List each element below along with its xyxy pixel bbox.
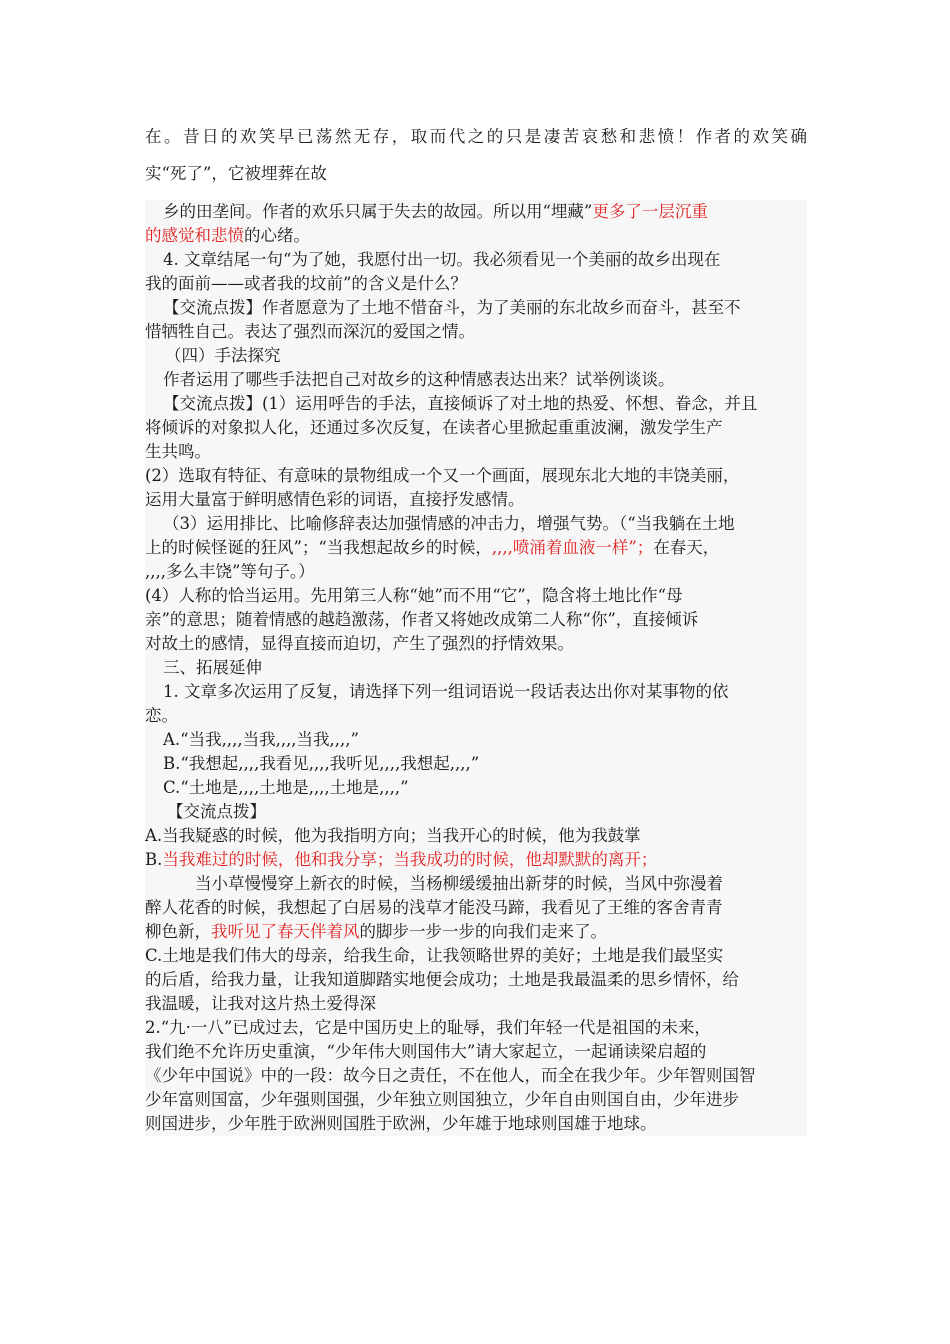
text-line: 将倾诉的对象拟人化，还通过多次反复，在读者心里掀起重重波澜，激发学生产 [145,418,723,437]
text-line: (4）人称的恰当运用。先用第三人称“她”而不用“它”，隐含将土地比作“母 [145,586,683,605]
text-line: ,,,,多么丰饶”等句子。） [145,562,315,581]
text-line: 上的时候怪诞的狂风”；“当我想起故乡的时候，,,,,喷涌着血液一样”；在春天， [145,538,720,557]
text-line: 我温暖，让我对这片热土爱得深 [145,994,376,1013]
section-heading: （四）手法探究 [165,346,281,365]
option-b: B.“我想起,,,,我看见,,,,我听见,,,,我想起,,,,” [163,754,480,773]
answer-hint: 【交流点拨】 [167,802,266,821]
text-line: （3）运用排比、比喻修辞表达加强情感的冲击力，增强气势。（“当我躺在土地 [163,514,735,533]
answer-c: C.土地是我们伟大的母亲，给我生命，让我领略世界的美好；土地是我们最坚实 [145,946,724,965]
text-line: 的后盾，给我力量，让我知道脚踏实地便会成功；土地是我最温柔的思乡情怀，给 [145,970,739,989]
text-line: (2）选取有特征、有意味的景物组成一个又一个画面，展现东北大地的丰饶美丽， [145,466,740,485]
text-line: 生共鸣。 [145,442,211,461]
text-line: 我的面前——或者我的坟前”的含义是什么？ [145,274,467,293]
text-line: 对故土的感情，显得直接而迫切，产生了强烈的抒情效果。 [145,634,574,653]
text-line: 实“死了”，它被埋葬在故 [145,164,327,183]
highlight-text: 我听见了春天伴着风 [211,922,360,941]
text-line: 柳色新，我听见了春天伴着风的脚步一步一步的向我们走来了。 [145,922,607,941]
answer-hint: 【交流点拨】(1）运用呼告的手法，直接倾诉了对土地的热爱、怀想、眷念，并且 [163,394,758,413]
intro-paragraph-cont [145,162,807,186]
text-line: 运用大量富于鲜明感情色彩的词语，直接抒发感情。 [145,490,525,509]
text-line: 醉人花香的时候，我想起了白居易的浅草才能没马蹄，我看见了王维的客舍青青 [145,898,723,917]
highlight-text: 当我难过的时候，他和我分享；当我成功的时候，他却默默的离开； [162,850,658,869]
text-line: 亲”的意思；随着情感的越趋激荡，作者又将她改成第二人称“你”，直接倾诉 [145,610,699,629]
text-line: 当小草慢慢穿上新衣的时候，当杨柳缓缓抽出新芽的时候，当风中弥漫着 [195,874,723,893]
text-line: 《少年中国说》中的一段：故今日之责任，不在他人，而全在我少年。少年智则国智 [145,1066,756,1085]
text-line: 少年富则国富，少年强则国强，少年独立则国独立，少年自由则国自由，少年进步 [145,1090,739,1109]
text-line: 的感觉和悲愤的心绪。 [145,226,310,245]
option-c: C.“土地是,,,,土地是,,,,土地是,,,,” [163,778,409,797]
text-line: 恋。 [145,706,178,725]
question-2: 2.“九·一八”已成过去，它是中国历史上的耻辱，我们年轻一代是祖国的未来， [145,1018,711,1037]
text-line: 乡的田垄间。作者的欢乐只属于失去的故园。所以用“埋藏”更多了一层沉重 [163,202,708,221]
text-line: 在。昔日的欢笑早已荡然无存，取而代之的只是凄苦哀愁和悲愤！作者的欢笑确 [145,127,807,146]
answer-a: A.当我疑惑的时候，他为我指明方向；当我开心的时候，他为我鼓掌 [145,826,641,845]
highlight-text: ,,,,喷涌着血液一样”； [491,538,654,557]
text-line: 我们绝不允许历史重演，“少年伟大则国伟大”请大家起立，一起诵读梁启超的 [145,1042,707,1061]
option-a: A.“当我,,,,当我,,,,当我,,,,” [163,730,359,749]
highlight-text: 更多了一层沉重 [592,202,708,221]
intro-paragraph [145,125,807,149]
answer-b: B.当我难过的时候，他和我分享；当我成功的时候，他却默默的离开； [145,850,658,869]
section-heading: 三、拓展延伸 [163,658,262,677]
question-1: 1. 文章多次运用了反复，请选择下列一组词语说一段话表达出你对某事物的依 [163,682,729,701]
highlight-text: 的感觉和悲愤 [145,226,244,245]
answer-hint: 【交流点拨】作者愿意为了土地不惜奋斗，为了美丽的东北故乡而奋斗，甚至不 [163,298,741,317]
text-line: 惜牺牲自己。表达了强烈而深沉的爱国之情。 [145,322,475,341]
text-line: 则国进步，少年胜于欧洲则国胜于欧洲，少年雄于地球则国雄于地球。 [145,1114,657,1133]
main-content [145,200,807,1136]
question-4: 4. 文章结尾一句“为了她，我愿付出一切。我必须看见一个美丽的故乡出现在 [163,250,721,269]
text-line: 作者运用了哪些手法把自己对故乡的这种情感表达出来？试举例谈谈。 [163,370,675,389]
